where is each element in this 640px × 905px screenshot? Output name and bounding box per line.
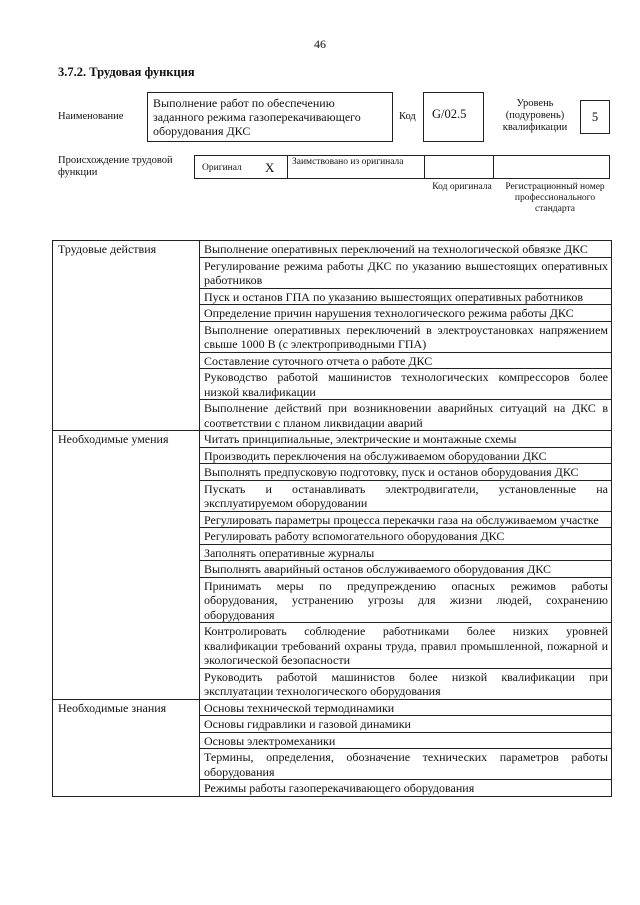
table-cell: Пуск и останов ГПА по указанию вышестоящих оперативных работников [200,288,612,305]
code-label: Код [399,111,416,122]
section-title-cell: Необходимые умения [53,431,200,700]
function-name-box: Выполнение работ по обеспечению заданного режима газоперекачивающего оборудования ДКС [147,92,393,142]
table-cell: Составление суточного отчета о работе ДКС [200,352,612,369]
origin-code-cell [424,155,494,179]
name-label: Наименование [58,111,124,122]
origin-reg-cell [493,155,610,179]
table-cell: Выполнять предпусковую подготовку, пуск и останов оборудования ДКС [200,464,612,481]
table-cell: Принимать меры по предупреждению опасных режимов работы оборудования, устранению угрозы для жизни людей, сохранению оборудования [200,577,612,623]
original-label: Оригинал [202,163,242,173]
table-cell: Руководить работой машинистов более низкой квалификации при эксплуатации технологического оборудования [200,668,612,699]
table-cell: Определение причин нарушения технологического режима работы ДКС [200,305,612,322]
table-cell: Выполнение действий при возникновении аварийных ситуаций на ДКС в соответствии с планом ликвидации аварий [200,400,612,431]
code-original-caption: Код оригинала [432,182,492,192]
table-cell: Выполнение оперативных переключений в электроустановках напряжением свыше 1000 В (с электроприводными ГПА) [200,321,612,352]
original-mark: X [265,160,275,175]
origin-label: Происхождение трудовой функции [58,155,173,178]
table-cell: Регулировать работу вспомогательного оборудования ДКС [200,528,612,545]
table-cell: Термины, определения, обозначение технических параметров работы оборудования [200,749,612,780]
table-row [53,699,612,716]
table-cell: Регулировать параметры процесса перекачки газа на обслуживаемом участке [200,511,612,528]
table-cell: Режимы работы газоперекачивающего оборудования [200,780,612,797]
level-label: Уровень (подуровень) квалификации [502,98,568,133]
table-cell: Контролировать соблюдение работниками более низких уровней квалификации требований охраны труда, правил промышленной, пожарной и экологической безопасности [200,623,612,669]
table-row [53,431,612,448]
table-cell: Читать принципиальные, электрические и монтажные схемы [200,431,612,448]
table-cell: Основы электромеханики [200,732,612,749]
table-cell: Заполнять оперативные журналы [200,544,612,561]
registration-number-caption: Регистрационный номер профессионального стандарта [505,182,605,214]
level-box: 5 [580,100,610,134]
borrowed-cell: Заимствовано из оригинала [287,155,425,179]
original-cell [194,155,288,179]
table-cell: Регулирование режима работы ДКС по указанию вышестоящих оперативных работников [200,257,612,288]
table-row [53,241,612,258]
section-title: 3.7.2. Трудовая функция [58,65,195,79]
origin-row [194,155,611,179]
table-cell: Основы гидравлики и газовой динамики [200,716,612,733]
table-cell: Пускать и останавливать электродвигатели, установленные на эксплуатируемом оборудовании [200,480,612,511]
table-cell: Руководство работой машинистов технологических компрессоров более низкой квалификации [200,369,612,400]
page-number: 46 [314,37,326,51]
section-title-cell: Трудовые действия [53,241,200,431]
table-cell: Производить переключения на обслуживаемом оборудовании ДКС [200,447,612,464]
table-cell: Основы технической термодинамики [200,699,612,716]
table-cell: Выполнять аварийный останов обслуживаемого оборудования ДКС [200,561,612,578]
table-cell: Выполнение оперативных переключений на технологической обвязке ДКС [200,241,612,258]
section-title-cell: Необходимые знания [53,699,200,796]
function-code-box: G/02.5 [423,92,484,142]
function-details-table [52,240,612,797]
